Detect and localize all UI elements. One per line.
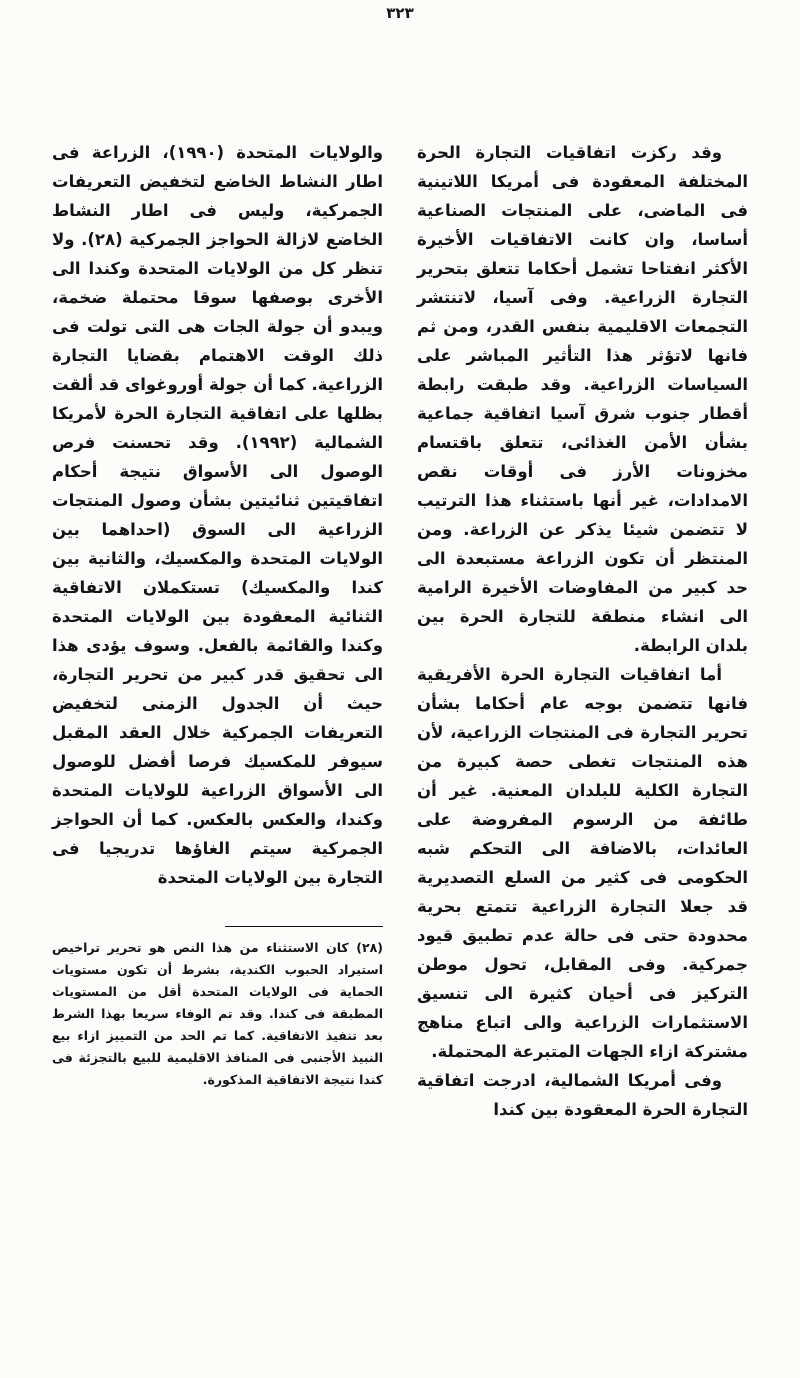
footnote-text: (٢٨) كان الاستثناء من هذا النص هو تحرير تراخيص استيراد الحبوب الكندية، بشرط أن تكون مستويات الحماية فى الولايات المتحدة أقل من المستويات المطبقة فى كندا. وقد تم الوفاء سريعا بهذا الشرط بعد تنفيذ الاتفاقية. كما تم الحد من التمييز ازاء بيع النبيذ الأجنبى فى المنافذ الاقليمية للبيع بالتجزئة فى كندا نتيجة الاتفاقية المذكورة. <box>52 940 383 1087</box>
paragraph: أما اتفاقيات التجارة الحرة الأفريقية فانها تتضمن بوجه عام أحكاما بشأن تحرير التجارة فى المنتجات الزراعية، لأن هذه المنتجات تغطى حصة كبيرة من التجارة الكلية للبلدان المعنية. غير أن طائفة من الرسوم المفروضة على العائدات، بالاضافة الى التحكم شبه الحكومى فى كثير من السلع التصديرية قد جعلا التجارة الزراعية تتمتع بحرية محدودة حتى فى حالة عدم تطبيق قيود جمركية. وفى المقابل، تحول موطن التركيز فى أحيان كثيرة الى تنسيق الاستثمارات الزراعية والى اتباع مناهج مشتركة ازاء الجهات المتبرعة المحتملة. <box>417 665 748 1061</box>
page-number: ٣٢٣ <box>386 4 414 22</box>
page-content <box>52 138 748 1124</box>
left-column <box>52 138 383 1124</box>
paragraph: وقد ركزت اتفاقيات التجارة الحرة المختلفة المعقودة فى أمريكا اللاتينية فى الماضى، على المنتجات الصناعية أساسا، وان كانت الاتفاقيات الأخيرة الأكثر انفتاحا تشمل أحكاما تتعلق بتحرير التجارة الزراعية. وفى آسيا، لاتنتشر التجمعات الاقليمية بنفس القدر، ومن ثم فانها لاتؤثر هذا التأثير المباشر على السياسات الزراعية. وقد طبقت رابطة أقطار جنوب شرق آسيا اتفاقية جماعية بشأن الأمن الغذائى، تتعلق باقتسام مخزونات الأرز فى أوقات نقص الامدادات، غير أنها باستثناء هذا الترتيب لا تتضمن شيئا يذكر عن الزراعة. ومن المنتظر أن تكون الزراعة مستبعدة الى حد كبير من المفاوضات الأخيرة الرامية الى انشاء منطقة للتجارة الحرة بين بلدان الرابطة. <box>417 143 748 655</box>
footnote-separator <box>225 926 383 927</box>
right-column <box>417 138 748 1124</box>
footnote <box>52 937 383 1091</box>
footnote-block <box>52 926 383 1091</box>
paragraph: وفى أمريكا الشمالية، ادرجت اتفاقية التجارة الحرة المعقودة بين كندا <box>417 1071 748 1119</box>
paragraph: والولايات المتحدة (١٩٩٠)، الزراعة فى اطار النشاط الخاضع لتخفيض التعريفات الجمركية، وليس فى اطار النشاط الخاضع لازالة الحواجز الجمركية (٢٨). ولا تنظر كل من الولايات المتحدة وكندا الى الأخرى بوصفها سوقا محتملة ضخمة، ويبدو أن جولة الجات هى التى تولت فى ذلك الوقت الاهتمام بقضايا التجارة الزراعية. كما أن جولة أوروغواى قد ألقت بظلها على اتفاقية التجارة الحرة لأمريكا الشمالية (١٩٩٢). وقد تحسنت فرص الوصول الى الأسواق نتيجة أحكام اتفاقيتين ثنائيتين بشأن وصول المنتجات الزراعية الى السوق (احداهما بين الولايات المتحدة والمكسيك، والثانية بين كندا والمكسيك) تستكملان الاتفاقية الثنائية المعقودة بين الولايات المتحدة وكندا والقائمة بالفعل. وسوف يؤدى هذا الى تحقيق قدر كبير من تحرير التجارة، حيث أن الجدول الزمنى لتخفيض التعريفات الجمركية خلال العقد المقبل سيوفر للمكسيك فرصا أفضل للوصول الى الأسواق الزراعية للولايات المتحدة وكندا، والعكس بالعكس. كما أن الحواجز الجمركية سيتم الغاؤها تدريجيا فى التجارة بين الولايات المتحدة <box>52 143 384 887</box>
